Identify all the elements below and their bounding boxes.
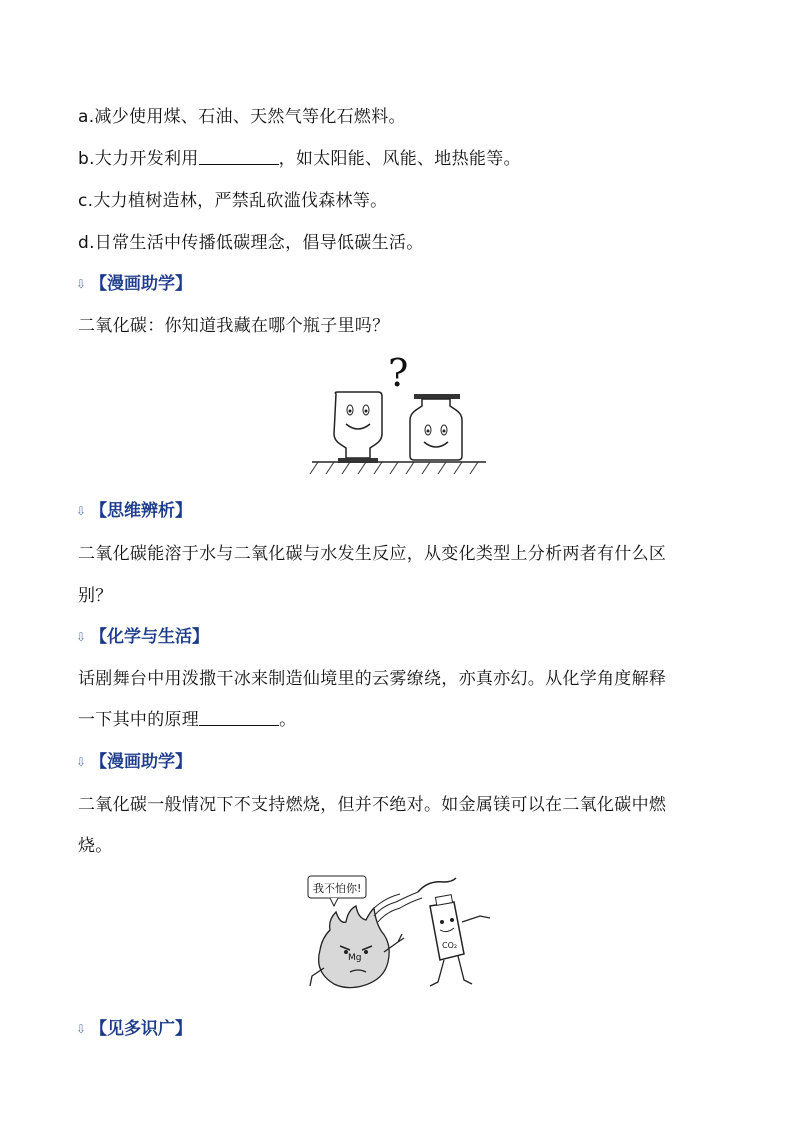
section-heading: ⇩ 【化学与生活】 [76, 627, 209, 647]
list-item-b-suffix: ，如太阳能、风能、地热能等。 [278, 149, 521, 169]
paragraph-marker-icon: ⇩ [76, 1022, 87, 1036]
list-item-b-prefix: b.大力开发利用 [78, 149, 199, 169]
question-mark: ? [388, 351, 409, 395]
section-heading: ⇩ 【漫画助学】 [76, 752, 192, 772]
section-text: 二氧化碳：你知道我藏在哪个瓶子里吗？ [78, 316, 390, 336]
right-bottle-icon [410, 394, 462, 460]
section-text: 二氧化碳能溶于水与二氧化碳与水发生反应，从变化类型上分析两者有什么区 [78, 544, 667, 564]
svg-text:Mg: Mg [348, 953, 362, 963]
flame-mg-icon [310, 906, 404, 988]
section-text: 一下其中的原理 。 [78, 710, 297, 730]
spray-icon [372, 892, 422, 922]
speech-text: 我不怕你! [313, 882, 362, 895]
section-title: 化学与生活 [107, 627, 192, 647]
list-item-a: a.减少使用煤、石油、天然气等化石燃料。 [78, 107, 406, 127]
section-text: 烧。 [78, 836, 113, 856]
paragraph-marker-icon: ⇩ [76, 755, 87, 769]
section-heading: ⇩ 【思维辨析】 [76, 501, 192, 521]
bottles-cartoon [306, 350, 492, 478]
fill-blank[interactable] [199, 709, 279, 726]
list-item-b [78, 148, 521, 170]
paragraph-marker-icon: ⇩ [76, 630, 87, 644]
paragraph-marker-icon: ⇩ [76, 277, 87, 291]
mg-vs-extinguisher-cartoon [304, 872, 496, 994]
list-item-d: d.日常生活中传播低碳理念，倡导低碳生活。 [78, 233, 424, 253]
fill-blank[interactable] [199, 148, 279, 165]
list-item-c: c.大力植树造林，严禁乱砍滥伐森林等。 [78, 191, 388, 211]
paragraph-marker-icon: ⇩ [76, 504, 87, 518]
section-heading: ⇩ 【见多识广】 [76, 1019, 192, 1039]
section-heading: ⇩ 【漫画助学】 [76, 274, 192, 294]
svg-text:CO₂: CO₂ [442, 941, 458, 950]
section-title: 漫画助学 [107, 752, 175, 772]
section-title: 思维辨析 [107, 501, 175, 521]
extinguisher-co2-icon [418, 878, 490, 986]
section-title: 见多识广 [107, 1019, 175, 1039]
section-text: 话剧舞台中用泼撒干冰来制造仙境里的云雾缭绕，亦真亦幻。从化学角度解释 [78, 669, 667, 689]
left-bottle-icon [334, 392, 382, 463]
section-text: 二氧化碳一般情况下不支持燃烧，但并不绝对。如金属镁可以在二氧化碳中燃 [78, 795, 667, 815]
section-text: 别？ [78, 586, 113, 606]
section-title: 漫画助学 [107, 274, 175, 294]
